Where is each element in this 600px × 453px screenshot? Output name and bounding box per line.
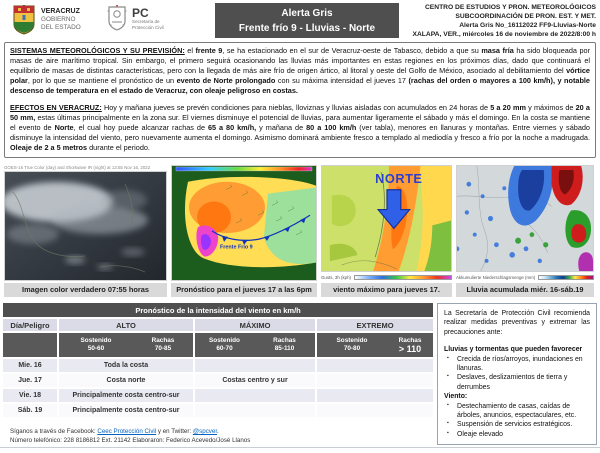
office-line-3: Alerta Gris No_16112022 FF9-Lluvias-Norte (459, 21, 596, 29)
row-extremo (315, 357, 433, 372)
rain-hazards-list (444, 355, 590, 393)
col-group-maximo: MÁXIMO (193, 317, 315, 331)
rain-colorbar-label: Akkumulierte Niederschlagsmenge (mm) (456, 274, 536, 280)
wind-gust-panel (321, 165, 452, 297)
rain-accumulation-image (456, 165, 594, 272)
wind-table-title: Pronóstico de la intensidad del viento en km/h (3, 303, 433, 317)
row-day: Mie. 16 (3, 357, 57, 372)
row-maximo (193, 402, 315, 417)
col-group-alto: ALTO (57, 317, 193, 331)
subheader-spacer (3, 331, 57, 357)
twitter-link[interactable]: @spcver (192, 428, 218, 435)
gust-colorbar-row (321, 273, 452, 281)
satellite-note: GOES-16 True Color (day) and Shortwave IR (night) at 13:55 Nov 16, 2022 (4, 165, 151, 170)
issuing-office-block (390, 4, 596, 40)
office-line-2: SUBCOORDINACIÓN DE PRON. EST. Y MET. (455, 12, 596, 20)
list-item: ▪ Crecida de ríos/arroyos, inundaciones en llanuras. (444, 355, 590, 374)
row-day: Jue. 17 (3, 372, 57, 387)
bottom-divider (0, 447, 600, 448)
facebook-link[interactable]: Ceec Protección Civil (97, 428, 157, 435)
subheader-sostenido-maximo: Sostenido 60-70 (193, 331, 254, 357)
wind-intensity-table (3, 303, 433, 417)
veracruz-logo-line1: VERACRUZ (41, 8, 80, 15)
footer-contact-line: Número telefónico: 228 8186812 Ext. 21142 Elaboraron: Federico Acevedo/José Llanos (10, 437, 251, 444)
veracruz-logo-line2: GOBIERNO (41, 16, 76, 23)
row-extremo (315, 402, 433, 417)
wind-hazards-list (444, 402, 590, 440)
footer-social-line: Síganos a través de Facebook: Ceec Protección Civil y en Twitter: @spcver. (10, 428, 219, 435)
table-row (3, 372, 433, 387)
table-row (3, 387, 433, 402)
pc-logo-line1: Secretaría de (132, 19, 160, 25)
pc-logo-line2: Protección Civil (132, 24, 164, 30)
satellite-panel (4, 165, 167, 297)
subheader-rachas-alto: Rachas 70-85 (133, 331, 193, 357)
norte-label: NORTE (375, 170, 423, 186)
veracruz-logo-line3: DEL ESTADO (41, 24, 81, 31)
row-alto: Toda la costa (57, 357, 193, 372)
wave-forecast-panel (171, 165, 317, 297)
gust-colorbar (354, 275, 452, 280)
list-item: ▪ Destechamiento de casas, caídas de árboles, anuncios, espectaculares, etc. (444, 402, 590, 421)
bulletin-title-line2: Frente frío 9 - Lluvias - Norte (238, 23, 376, 34)
list-item: ▪ Deslaves, deslizamientos de tierra y derrumbes (444, 373, 590, 392)
col-group-extremo: EXTREMO (315, 317, 433, 331)
table-row (3, 357, 433, 372)
proteccion-civil-logo (106, 5, 164, 33)
pc-logo-abbr: PC (132, 6, 149, 21)
recommendations-intro: La Secretaría de Protección Civil recomienda realizar medidas preventivas y extremar las precauciones ante: (444, 310, 590, 336)
list-item: ▪ Oleaje elevado (444, 430, 590, 439)
efectos-paragraph: EFECTOS EN VERACRUZ: Hoy y mañana jueves se prevén condiciones para nieblas, lloviznas y lluvias aisladas con acumulados en 24 horas de 5 a 20 mm y máximos de 20 a 50 mm, estas últimas principalmente en la zona sur. El viernes disminuye el potencial de lluvias, para aumentar ligeramente el sábado y más el domingo. En la costa se mantiene el evento de Norte, el cual hoy puede alcanzar rachas de 65 a 80 km/h, y mañana de 80 a 100 km/h (ver tabla), menores en llanuras y montañas. Entre viernes y sábado disminuye la intensidad del viento, pero nuevamente aumenta el domingo. Asimismo dominará ambiente fresco a templado al mediodía y fresco a frío por la noche a madrugada. Oleaje de 2 a 5 metros durante el periodo. (10, 102, 590, 152)
wind-gust-caption: viento máximo para jueves 17. (321, 283, 452, 297)
row-alto: Costa norte (57, 372, 193, 387)
bulletin-title-line1: Alerta Gris (281, 8, 333, 19)
veracruz-logo (12, 5, 81, 35)
subheader-sostenido-extremo: Sostenido 70-80 (315, 331, 387, 357)
bulletin-text-box (4, 42, 596, 158)
sistemas-paragraph: SISTEMAS METEOROLÓGICOS Y SU PREVISIÓN: el frente 9, se ha estacionado en el sur de Veracruz-oeste de Tabasco, debido a que su masa fría ha sido bloqueada por masas de aire marítimo tropical. Sin embargo, el primero seguirá ocasionando las lluvias más importantes en estas regiones en los próximos días, dado que continuará el equilibrio de masas de distintas características, pero con la llegada de más aire frío de origen ártico, al litoral y oeste del Golfo de México, asociado al debilitamiento del vórtice polar, por lo que se mantiene el pronóstico de un evento de Norte prolongado con su máxima intensidad el jueves 17 (rachas del orden o mayores a 100 km/h), y notable descenso de temperatura en el estado de Veracruz, con oleaje peligroso en costas. (10, 46, 591, 95)
pc-emblem-icon (106, 5, 128, 33)
gust-colorbar-label: Gusts, 3h (kph) (321, 274, 352, 280)
satellite-image (4, 171, 167, 281)
recommendations-box (437, 303, 597, 445)
bulletin-title (215, 3, 399, 38)
subheader-sostenido-alto: Sostenido 50-60 (57, 331, 133, 357)
veracruz-shield-icon (12, 5, 36, 35)
imagery-row (4, 165, 596, 297)
subheader-rachas-maximo: Rachas 85-110 (254, 331, 315, 357)
row-extremo (315, 372, 433, 387)
table-row (3, 402, 433, 417)
wind-gust-image (321, 165, 452, 272)
row-day: Sáb. 19 (3, 402, 57, 417)
rain-accumulation-panel (456, 165, 594, 297)
subheader-rachas-extremo: Rachas > 110 (387, 331, 433, 357)
office-line-1: CENTRO DE ESTUDIOS Y PRON. METEOROLÓGICOS (424, 4, 596, 11)
satellite-caption: Imagen color verdadero 07:55 horas (4, 283, 167, 297)
list-item: ▪ Suspensión de servicios estratégicos. (444, 420, 590, 429)
row-maximo: Costas centro y sur (193, 372, 315, 387)
front-label: Frente Frío 9 (220, 244, 253, 251)
office-line-4: XALAPA, VER., miércoles 16 de noviembre de 2022/8:00 h (412, 30, 596, 38)
wave-forecast-image (171, 165, 317, 281)
row-day: Vie. 18 (3, 387, 57, 402)
row-maximo (193, 387, 315, 402)
rain-hazards-heading: Lluvias y tormentas que pueden favorecer (444, 346, 583, 354)
row-alto: Principalmente costa centro-sur (57, 402, 193, 417)
col-header-day: Día/Peligro (3, 317, 57, 331)
wave-forecast-caption: Pronóstico para el jueves 17 a las 6pm (171, 283, 317, 297)
wind-hazards-heading: Viento: (444, 393, 468, 401)
rain-colorbar (538, 275, 594, 280)
rain-colorbar-row (456, 273, 594, 281)
row-maximo (193, 357, 315, 372)
row-alto: Principalmente costa centro-sur (57, 387, 193, 402)
footer (10, 427, 410, 445)
rain-accumulation-caption: Lluvia acumulada miér. 16-sáb.19 (456, 283, 594, 297)
row-extremo (315, 387, 433, 402)
